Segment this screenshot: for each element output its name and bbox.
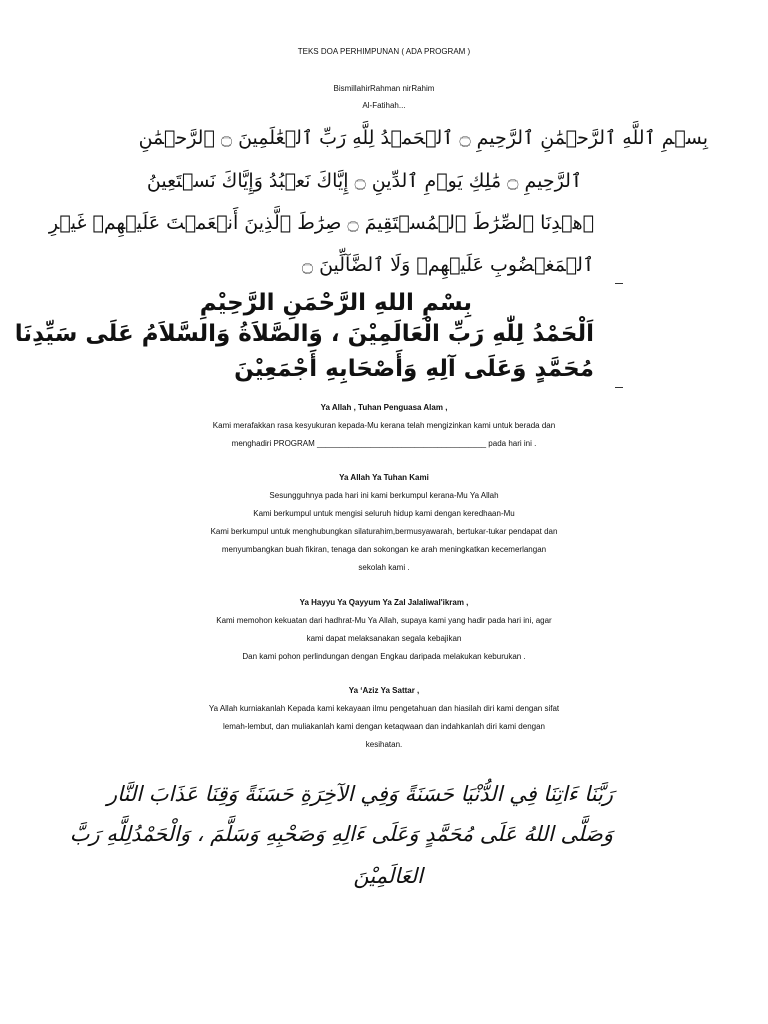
section-4-line-1: Ya Allah kurniakanlah Kepada kami kekayaan ilmu pengetahuan dan hiasilah diri kami dengan sifat <box>208 704 560 713</box>
section-2-line-3: Kami berkumpul untuk menghubungkan silaturahim,bermusyawarah, bertukar-tukar pendapat dan <box>210 527 558 536</box>
section-1-heading: Ya Allah , Tuhan Penguasa Alam , <box>320 403 448 412</box>
section-2-line-5: sekolah kami . <box>358 563 410 572</box>
section-3-heading: Ya Hayyu Ya Qayyum Ya Zal Jalaliwal'ikram , <box>299 598 469 607</box>
section-3-line-2: kami dapat melaksanakan segala kebajikan <box>306 634 462 643</box>
section-3-line-3: Dan kami pohon perlindungan dengan Engkau daripada melakukan keburukan . <box>242 652 526 661</box>
fatihah-end-dash <box>615 283 623 284</box>
opening-basmala: بِسْمِ اللهِ الرَّحْمَنِ الرَّحِيْمِ <box>199 290 472 316</box>
section-4-line-2: lemah-lembut, dan muliakanlah kami dengan ketaqwaan dan indahkanlah diri kami dengan <box>223 722 545 731</box>
opening-line-2: اَلْحَمْدُ لِلّٰهِ رَبِّ الْعَالَمِيْنَ ، وَالصَّلاَةُ وَالسَّلاَمُ عَلَى سَيِّدِنَا <box>14 321 594 347</box>
opening-end-dash <box>615 387 623 388</box>
section-1-line-1: Kami merafakkan rasa kesyukuran kepada-Mu kerana telah mengizinkan kami untuk berada dan <box>212 421 556 430</box>
section-2-line-1: Sesungguhnya pada hari ini kami berkumpul kerana-Mu Ya Allah <box>269 491 499 500</box>
section-2-heading: Ya Allah Ya Tuhan Kami <box>339 473 429 482</box>
closing-line-3: العَالَمِيْنَ <box>353 864 423 888</box>
fatihah-line-3: ٱهۡدِنَا ٱلصِّرَٰطَ ٱلۡمُسۡتَقِيمَ ۝ صِرَٰطَ ٱلَّذِينَ أَنۡعَمۡتَ عَلَيۡهِمۡ غَيۡرِ <box>48 212 594 234</box>
section-4-heading: Ya ‘Aziz Ya Sattar , <box>348 686 420 695</box>
fatihah-line-2: ٱلرَّحِيمِ ۝ مَٰلِكِ يَوۡمِ ٱلدِّينِ ۝ إِيَّاكَ نَعۡبُدُ وَإِيَّاكَ نَسۡتَعِينُ <box>146 170 582 192</box>
fatihah-label: Al-Fatihah... <box>362 101 406 110</box>
fatihah-line-1: بِسۡمِ ٱللَّهِ ٱلرَّحۡمَٰنِ ٱلرَّحِيمِ ۝ ٱلۡحَمۡدُ لِلَّهِ رَبِّ ٱلۡعَٰلَمِينَ ۝ ٱلرَّحۡمَٰنِ <box>138 127 708 149</box>
section-1-line-2: menghadiri PROGRAM ______________________________________ pada hari ini . <box>231 439 537 448</box>
bismillah-latin: BismillahirRahman nirRahim <box>333 84 435 93</box>
section-3-line-1: Kami memohon kekuatan dari hadhrat-Mu Ya Allah, supaya kami yang hadir pada hari ini, agar <box>216 616 552 625</box>
fatihah-line-4: ٱلۡمَغۡضُوبِ عَلَيۡهِمۡ وَلَا ٱلضَّآلِّينَ ۝ <box>301 254 594 276</box>
section-2-line-2: Kami berkumpul untuk mengisi seluruh hidup kami dengan keredhaan-Mu <box>253 509 515 518</box>
section-2-line-4: menyumbangkan buah fikiran, tenaga dan sokongan ke arah meningkatkan kecemerlangan <box>221 545 547 554</box>
section-4-line-3: kesihatan. <box>365 740 403 749</box>
closing-line-2: وَصَلَّى اللهُ عَلَى مُحَمَّدٍ وَعَلَى ءَالِهِ وَصَحْبِهِ وَسَلَّمَ ، وَالْحَمْدُلِلَّهِ رَبَّ <box>69 822 613 846</box>
document-title: TEKS DOA PERHIMPUNAN ( ADA PROGRAM ) <box>297 47 471 56</box>
closing-line-1: رَبَّنَا ءَاتِنَا فِي الدُّنْيَا حَسَنَةً وَفِي الآخِرَةِ حَسَنَةً وَقِنَا عَذَابَ النَّار <box>106 782 613 806</box>
opening-line-3: مُحَمَّدٍ وَعَلَى آلِهِ وَأَصْحَابِهِ أَجْمَعِيْنَ <box>234 356 594 382</box>
